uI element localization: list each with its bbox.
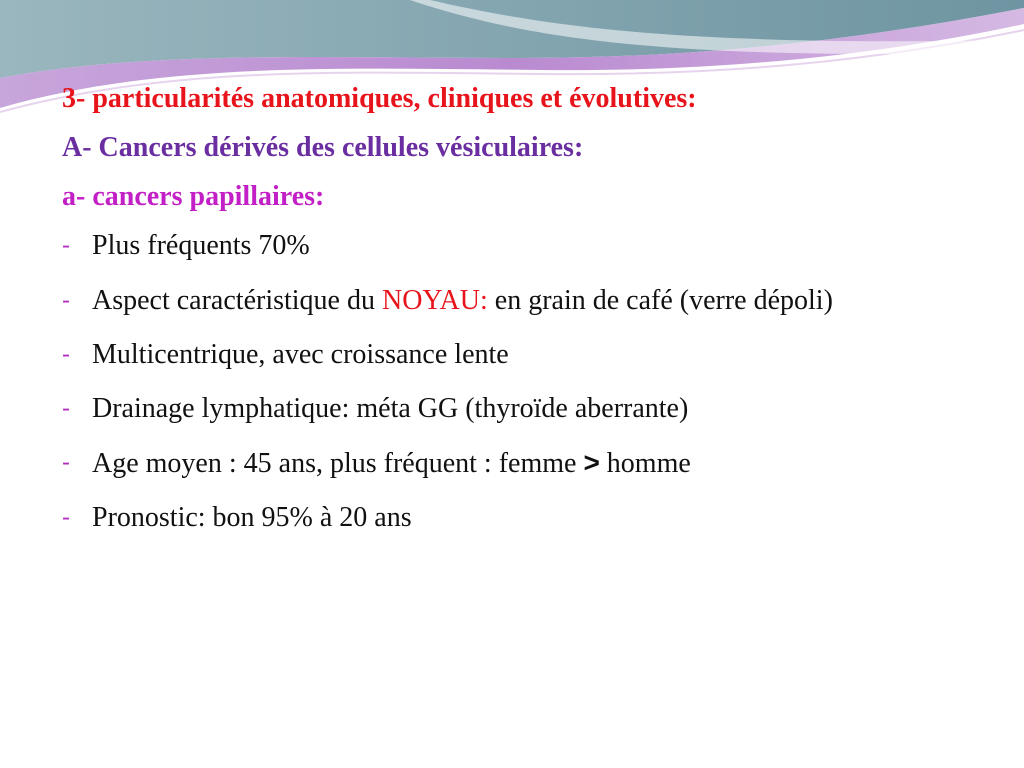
list-item [62, 338, 934, 372]
bullet-dash: - [62, 449, 70, 477]
bullet-text: Age moyen : 45 ans, plus fréquent : femme [92, 448, 584, 480]
bullet-dash: - [62, 394, 70, 422]
bullet-dash: - [62, 340, 70, 368]
bullet-text: homme [599, 448, 691, 480]
bullet-text: Plus fréquents 70% [92, 230, 310, 262]
greater-than-symbol: > [583, 447, 600, 479]
bullet-text: Pronostic: bon 95% à 20 ans [92, 502, 412, 534]
bullet-dash: - [62, 504, 70, 532]
subsection-heading: A- Cancers dérivés des cellules vésiculaires: [62, 132, 584, 164]
bullet-text: Multicentrique, avec croissance lente [92, 338, 509, 370]
list-item [62, 392, 934, 426]
bullet-text: Aspect caractéristique du [92, 284, 382, 316]
section-heading: 3- particularités anatomiques, cliniques et évolutives: [62, 83, 697, 114]
bullet-text: en grain de café (verre dépoli) [487, 284, 833, 316]
bullet-dash: - [62, 232, 70, 260]
bullet-list [62, 229, 934, 535]
slide-content [62, 82, 934, 555]
bullet-text: Drainage lymphatique: méta GG (thyroïde aberrante) [92, 392, 689, 424]
list-item [62, 501, 934, 535]
bullet-dash: - [62, 286, 70, 314]
list-item [62, 229, 934, 263]
highlight-noyau: NOYAU: [381, 284, 488, 316]
list-item [62, 446, 934, 481]
list-item [62, 284, 934, 318]
sub-subsection-heading: a- cancers papillaires: [62, 181, 325, 213]
